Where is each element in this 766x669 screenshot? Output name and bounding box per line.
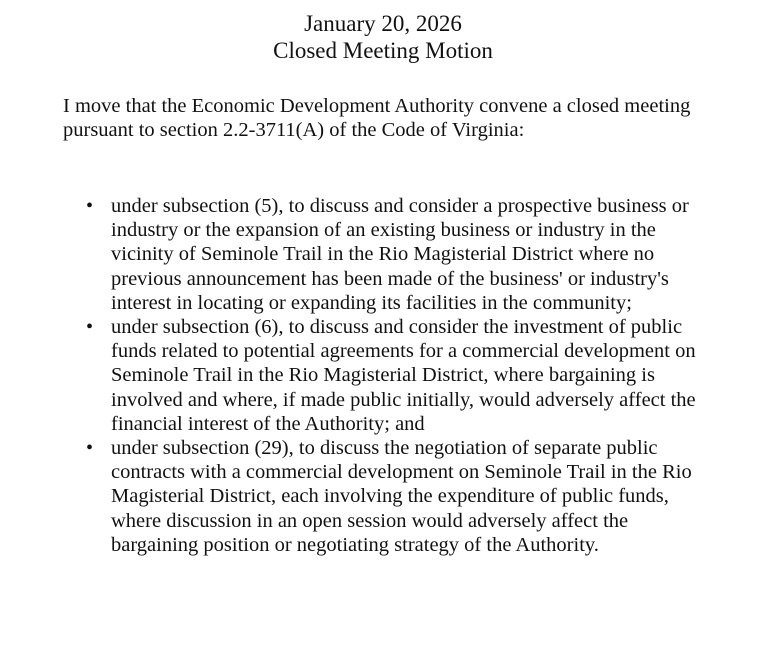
bullet-icon: • (86, 437, 94, 460)
bullet-icon: • (86, 195, 94, 217)
motion-intro: I move that the Economic Development Authority convene a closed meeting pursuant to section 2.2-3711(A) of the Code of Virginia: (63, 95, 691, 142)
list-item (63, 436, 703, 557)
list-item-text: under subsection (5), to discuss and consider a prospective business or industry or the expansion of an existing business or industry in the vicinity of Seminole Trail in the Rio Magisterial District where no previous announcement has been made of the business' or industry's interest in locating or expanding its facilities in the community; (111, 195, 689, 314)
list-item-text: under subsection (29), to discuss the negotiation of separate public contracts with a commercial development on Seminole Trail in the Rio Magisterial District, each involving the expenditure of public funds, where discussion in an open session would adversely affect the bargaining position or negotiating strategy of the Authority. (111, 437, 692, 556)
list-item (63, 194, 703, 315)
document-date: January 20, 2026 (304, 11, 462, 36)
list-item (63, 315, 703, 436)
document-header (0, 10, 766, 64)
list-item-text: under subsection (6), to discuss and consider the investment of public funds related to potential agreements for a commercial development on Seminole Trail in the Rio Magisterial District, where bargaining is involved and where, if made public initially, would adversely affect the financial interest of the Authority; and (111, 316, 696, 435)
motion-list (63, 194, 703, 557)
bullet-icon: • (86, 316, 94, 339)
document-title: Closed Meeting Motion (273, 38, 493, 63)
